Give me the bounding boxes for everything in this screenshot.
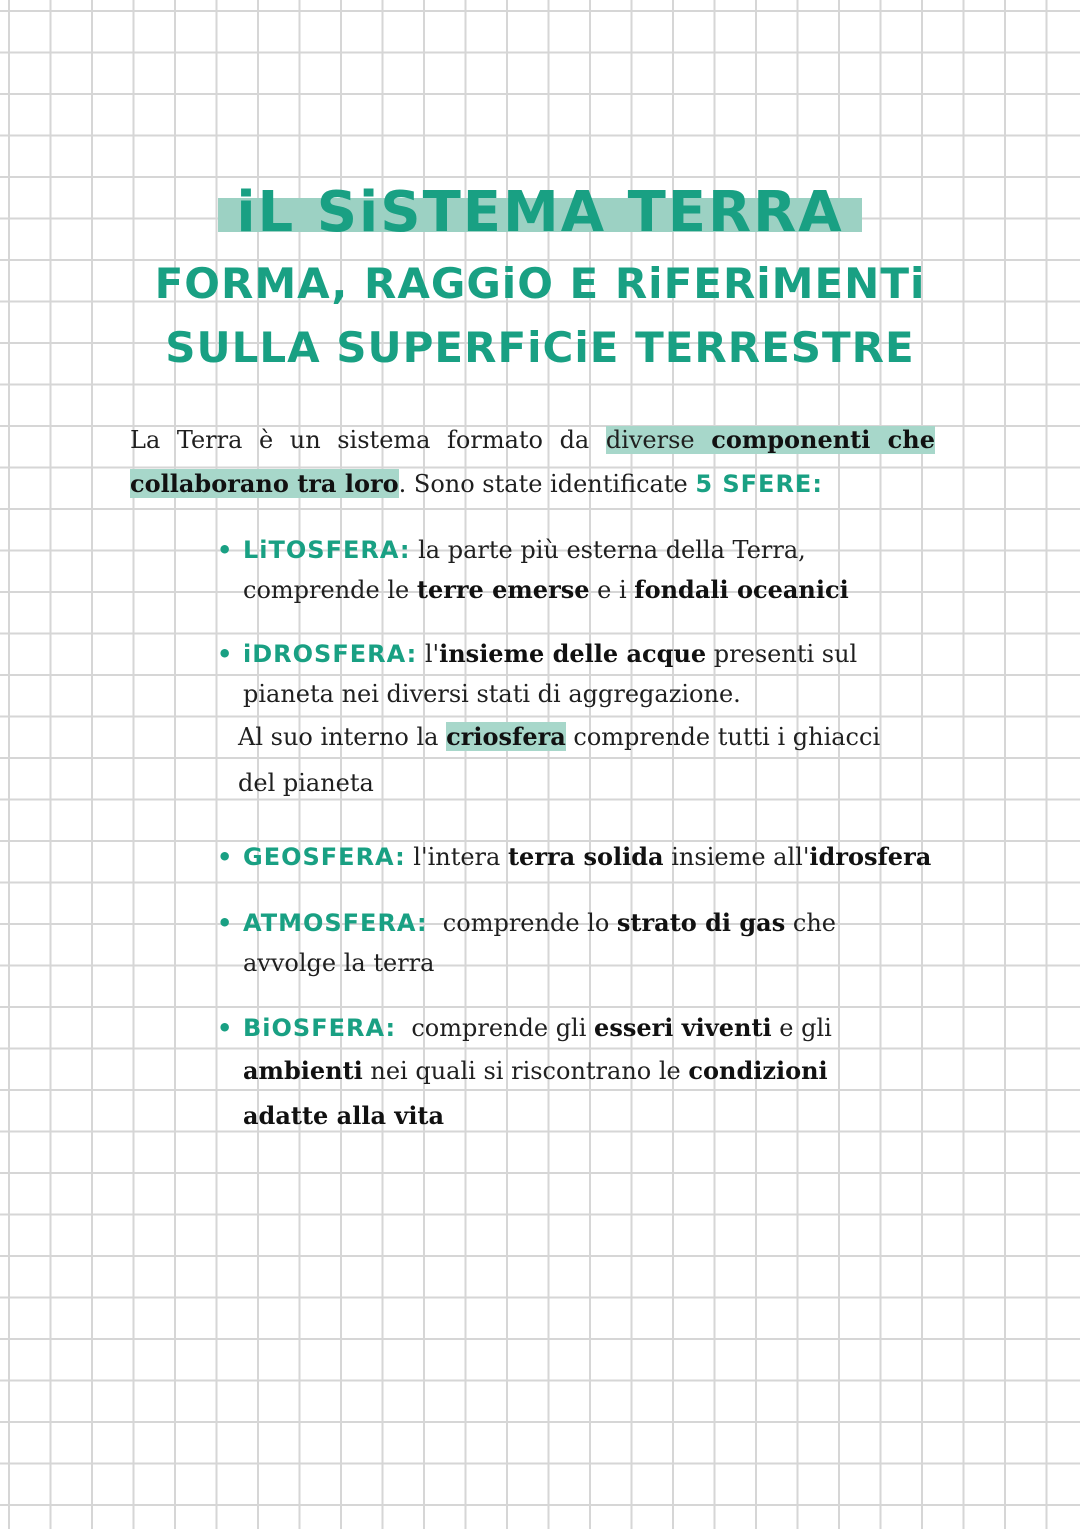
title-block	[0, 178, 1080, 248]
item-text: presenti sul	[706, 640, 858, 668]
item-text: nei quali si riscontrano le	[362, 1057, 689, 1085]
item-text: pianeta nei diversi stati di aggregazione.	[243, 680, 741, 708]
item-name: GEOSFERA:	[243, 843, 406, 871]
item-text: Al suo interno la	[238, 723, 447, 751]
item-text: che	[785, 909, 836, 937]
highlight-text: diverse	[605, 426, 712, 454]
item-text: comprende gli	[396, 1014, 595, 1042]
item-name: BiOSFERA:	[243, 1014, 397, 1042]
item-name: ATMOSFERA:	[243, 909, 428, 937]
item-text: l'	[417, 640, 440, 668]
item-bold-text: ambienti	[243, 1056, 363, 1085]
item-text: comprende lo	[427, 909, 617, 937]
item-text: comprende le	[243, 576, 417, 604]
highlight-bold-text: criosfera	[446, 722, 566, 751]
item-text: e gli	[771, 1014, 832, 1042]
item-name: iDROSFERA:	[243, 640, 418, 668]
highlight-bold-text: componenti che	[711, 425, 936, 454]
item-bold-text: condizioni	[688, 1056, 828, 1085]
item-text: insieme all'	[663, 843, 810, 871]
item-text: del pianeta	[238, 769, 374, 797]
list-item-litosfera	[217, 530, 943, 610]
intro-paragraph	[130, 418, 935, 506]
list-item-idrosfera	[217, 634, 943, 806]
item-text: la parte più esterna della Terra,	[410, 536, 806, 564]
bullet-icon: •	[217, 909, 233, 937]
item-bold-text: terra solida	[507, 842, 664, 871]
list-item-biosfera	[217, 1008, 943, 1138]
item-text: comprende tutti i ghiacci	[565, 723, 881, 751]
spheres-label: 5 SFERE:	[695, 470, 823, 498]
item-bold-text: fondali oceanici	[634, 575, 849, 604]
item-bold-text: adatte alla vita	[243, 1101, 445, 1130]
item-bold-text: strato di gas	[616, 908, 786, 937]
subtitle-line-2: SULLA SUPERFiCiE TERRESTRE	[165, 323, 915, 372]
item-bold-text: insieme delle acque	[439, 639, 707, 668]
bullet-icon: •	[217, 640, 233, 668]
subtitle-line-1: FORMA, RAGGiO E RiFERiMENTi	[154, 259, 926, 308]
item-text: avvolge la terra	[243, 949, 435, 977]
bullet-icon: •	[217, 1014, 233, 1042]
item-bold-text: esseri viventi	[594, 1013, 772, 1042]
item-text: l'intera	[405, 843, 508, 871]
intro-text: . Sono state identificate	[398, 470, 696, 498]
bullet-icon: •	[217, 536, 233, 564]
list-item-atmosfera	[217, 903, 943, 983]
intro-text: La Terra è un sistema formato da	[130, 426, 606, 454]
item-bold-text: terre emerse	[416, 575, 590, 604]
page-title: iL SiSTEMA TERRA	[218, 178, 861, 248]
bullet-icon: •	[217, 843, 233, 871]
item-name: LiTOSFERA:	[243, 536, 411, 564]
highlight	[606, 426, 935, 454]
list-item-geosfera	[217, 837, 963, 877]
item-text: e i	[589, 576, 635, 604]
highlight-bold-text: collaborano tra loro	[130, 469, 399, 498]
item-bold-text: idrosfera	[809, 842, 932, 871]
